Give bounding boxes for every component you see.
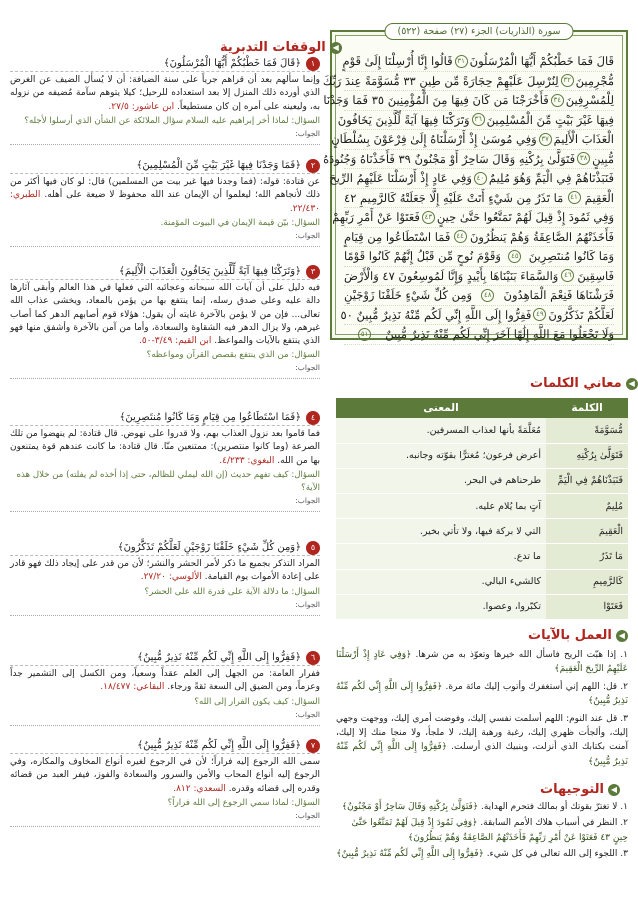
meaning-word: مُّسَوَّمَةً [546,418,628,443]
stop-header [10,410,320,426]
surah-header: سورة (الذاريات) الجزء (٢٧) صفحة (٥٢٢) [384,23,573,40]
stop-source: الطبري: ٢٢/٤٣٠. [10,190,320,214]
stop-verse: ﴿فَفِرُّوا إِلَى اللَّهِ إِنِّي لَكُم مِّنْهُ نَذِيرٌ مُّبِينٌ﴾ [137,652,301,663]
ayah-number-marker: ٣٢ [561,74,574,87]
meaning-definition: طرحناهم في البحر. [336,468,546,493]
verse-text-continued: قَالُوا إِنَّا أُرْسِلْنَا إِلَىٰ قَوْمٍ [342,54,453,69]
verse-text-continued: فَتَوَلَّىٰ بِرُكْنِهِ وَقَالَ سَاحِرٌ أَوْ مَجْنُونٌ ٣٩ فَأَخَذْنَاهُ وَجُنُودَهُ [323,151,576,166]
action-item [336,712,628,770]
stop-source: البقاعي: ١٨/٤٧٧. [100,682,165,693]
section-bullet-icon: ◀ [608,784,620,796]
stop-source: ابن القيم: ٣/٤٩-٥٠. [138,336,212,347]
meaning-definition: التي لا بركة فيها، ولا تأتي بخير. [336,519,546,544]
meaning-row [336,594,628,619]
verse-line [323,91,614,111]
verse-line [340,306,614,326]
meaning-definition: أعرض فرعون؛ مُغترًّا بقوّته وجانبه. [336,443,546,468]
actions-list [336,648,628,772]
answer-label: الجواب: [295,363,320,373]
stop-header [10,738,320,754]
stop-header [10,650,320,666]
stop-commentary [10,428,320,468]
stop-header [10,540,320,556]
meaning-definition: آتٍ بما يُلام عليه. [336,494,546,519]
meaning-row [336,519,628,544]
verse-text: فَنَبَذْنَاهُمْ فِي الْيَمِّ وَهُوَ مُلِيمٌ [488,171,614,186]
meaning-definition: كالشيء البالي. [336,569,546,594]
answer-input-line[interactable] [10,719,320,726]
stop-item [10,56,320,145]
actions-section-header [528,628,628,643]
stop-question: السؤال: لماذا سمي الرجوع إلى الله فراراً؟ [167,797,320,808]
stop-verse: ﴿فَمَا اسْتَطَاعُوا مِن قِيَامٍ وَمَا كَانُوا مُنتَصِرِينَ﴾ [119,412,301,423]
ayah-number-marker: ٣١ [455,55,468,68]
stop-header [10,264,320,280]
quran-page-frame [322,26,628,342]
verse-line [344,267,614,287]
action-verse: ﴿فَفِرُّوا إِلَى اللَّهِ إِنِّي لَكُم مِّنْهُ نَذِيرٌ مُّبِينٌ﴾ [336,742,628,767]
verse-text: فِيهَا غَيْرَ بَيْتٍ مِّنَ الْمُسْلِمِينَ [486,112,614,127]
ayah-number-marker: ٥١ [358,328,371,341]
ayah-number-marker: ٤١ [568,191,581,204]
directive-verse: ﴿وَفِي ثَمُودَ إِذْ قِيلَ لَهُمْ تَمَتَّعُوا حَتَّىٰ حِينٍ ٤٣ فَعَتَوْا عَنْ أَمْرِ رَبِّهِمْ فَأَخَذَتْهُمُ الصَّاعِقَةُ وَهُمْ يَنظُرُونَ﴾ [351,817,628,843]
ayah-number-marker: ٣٨ [577,152,590,165]
stop-question: السؤال: ما دلالة الآية على قدرة الله على الحشر؟ [144,586,320,597]
answer-input-line[interactable] [10,240,320,247]
verse-text-continued: مَا تَذَرُ مِن شَيْءٍ أَتَتْ عَلَيْهِ إِلَّا جَعَلَتْهُ كَالرَّمِيمِ ٤٢ [344,190,564,205]
directive-item [336,800,628,816]
meaning-word: الْعَقِيمَ [546,519,628,544]
answer-label: الجواب: [295,810,320,820]
verse-text: مُّجْرِمِينَ [575,73,614,88]
section-bullet-icon: ◀ [330,42,342,54]
stop-question: السؤال: من الذي ينتفع بقصص القرآن ومواعظه؟ [146,350,320,361]
stop-commentary [10,74,320,114]
stop-source: البغوي: ٤/٢٣٣. [219,455,275,466]
verse-line [322,72,614,92]
answer-input-line[interactable] [10,609,320,616]
verse-text: الْعَقِيمَ [584,190,614,205]
verse-text-continued: وَالسَّمَاءَ بَنَيْنَاهَا بِأَيْيدٍ وَإِنَّا لَمُوسِعُونَ ٤٧ وَالْأَرْضَ [344,268,559,283]
ayah-number-marker: ٤٨ [481,289,494,302]
section-bullet-icon: ◀ [626,378,638,390]
stop-item [10,158,320,247]
answer-input-line[interactable] [10,138,320,145]
answer-label: الجواب: [295,709,320,719]
ayah-number-marker: ٤٦ [561,269,574,282]
meaning-word: مَا تَذَرُ [546,544,628,569]
meaning-word: فَتَوَلَّىٰ بِرُكْنِهِ [546,443,628,468]
ayah-number-marker: ٤٥ [508,250,521,263]
verse-text: وَفِي ثَمُودَ إِذْ قِيلَ لَهُمْ تَمَتَّعُوا حَتَّىٰ حِينٍ [436,210,614,225]
stop-commentary [10,282,320,348]
verse-line [344,325,614,345]
stop-number-badge: ٤ [306,411,320,425]
stops-title: الوقفات التدبرية [220,40,326,55]
meaning-word: فَنَبَذْنَاهُمْ فِي الْيَمِّ [546,468,628,493]
stop-commentary-text: فما قاموا بعد نزول العذاب بهم، ولا قدروا على نهوض. قال قتادة: لم ينهضوا من تلك الصرعة (وما كانوا منتصرين): ممتنعين منّا. قال قتادة: ما كانت عندهم قوة يمتنعون بها من الله. [10,429,320,466]
quran-page-inner [322,26,623,342]
meanings-section-header [530,376,638,391]
ayah-number-marker: ٤٩ [533,308,546,321]
directive-text: ١. لا تغترّ بقوتك أو بمالك فتحرم الهداية. [481,802,628,812]
ayah-number-marker: ٤٣ [422,211,435,224]
stop-commentary [10,558,320,585]
stop-question: السؤال: كيف تفهم حديث (إن الله ليملي للظالم، حتى إذا أخذه لم يفلته) من خلال هذه الآية؟ [16,469,320,493]
verse-text: وَلَا تَجْعَلُوا مَعَ اللَّهِ إِلَٰهًا آخَرَ إِنِّي لَكُم مِّنْهُ نَذِيرٌ مُّبِينٌ [385,327,614,342]
verse-text-continued: وَتَرَكْنَا فِيهَا آيَةً لِّلَّذِينَ يَخَافُونَ [337,112,470,127]
ayah-number-marker: ٤٠ [474,172,487,185]
section-bullet-icon: ◀ [616,630,628,642]
stop-item [10,410,320,512]
stop-source: الألوسي: ٢٧/٢٠. [140,572,202,583]
directive-text: ٣. اللجوء إلى الله تعالى في كل شيء. [486,848,628,859]
stop-verse: ﴿وَتَرَكْنَا فِيهَا آيَةً لِّلَّذِينَ يَخَافُونَ الْعَذَابَ الْأَلِيمَ﴾ [119,266,301,277]
verse-text: لِلْمُسْرِفِينَ [565,93,614,108]
verse-line [344,247,614,267]
meaning-definition: مُعَلَّمَةً بأنها لعذاب المسرفين. [336,418,546,443]
action-verse: ﴿وَفِي عَادٍ إِذْ أَرْسَلْنَا عَلَيْهِمُ الرِّيحَ الْعَقِيمَ﴾ [336,650,628,675]
verse-text: لَعَلَّكُمْ تَذَكَّرُونَ [548,307,614,322]
stop-number-badge: ٣ [306,265,320,279]
verse-line [344,286,614,306]
word-meanings-table [336,398,628,620]
verse-text-continued: فَأَخْرَجْنَا مَن كَانَ فِيهَا مِنَ الْمُؤْمِنِينَ ٣٥ فَمَا وَجَدْنَا [323,93,549,108]
verse-text: فَاسِقِينَ [577,268,614,283]
directives-list [336,800,628,862]
directive-text: ٢. النظر في أسباب هلاك الأمم السابقة. [480,817,628,828]
action-item [336,680,628,709]
verse-line [344,189,614,209]
meaning-word: مُلِيمٌ [546,494,628,519]
stop-source: ابن عاشور: ٢٧/٥. [108,101,175,112]
directive-verse: ﴿فَتَوَلَّىٰ بِرُكْنِهِ وَقَالَ سَاحِرٌ أَوْ مَجْنُونٌ﴾ [341,802,479,812]
verse-text-continued: وَفِي مُوسَىٰ إِذْ أَرْسَلْنَاهُ إِلَىٰ فِرْعَوْنَ بِسُلْطَانٍ [331,132,537,147]
verse-text: قَالَ فَمَا خَطْبُكُمْ أَيُّهَا الْمُرْسَلُونَ [469,54,614,69]
stop-question: السؤال: لماذا أخر إبراهيم عليه السلام سؤال الملائكة عن الشأن الذي أرسلوا لأجله؟ [24,115,320,126]
col-header-word: الكلمة [546,398,628,418]
meaning-definition: تكبّروا، وعصوا. [336,594,546,619]
answer-label: الجواب: [295,128,320,138]
ayah-number-marker: ٣٤ [551,94,564,107]
meaning-row [336,468,628,493]
stop-header [10,158,320,174]
ayah-number-marker: ٣٦ [472,113,485,126]
stop-commentary [10,756,320,796]
meaning-word: كَالرَّمِيمِ [546,569,628,594]
action-text: ٣. قل عند النوم: اللهم أسلمت نفسي إليك، وفوضت أمري إليك، ووجهت وجهي إليك، وألجأت ظهري إليك، رغبة ورهبة إليك، لا ملجأ، ولا منجا منك إلا إليك، آمنت بكتابك الذي أنزلت، وبنبيك الذي أرسلت. [336,713,628,753]
verse-text-continued: وَقَوْمَ نُوحٍ مِّن قَبْلُ إِنَّهُمْ كَانُوا قَوْمًا [344,249,501,264]
stop-item [10,738,320,827]
verse-text: مُّبِينٍ [592,151,614,166]
stop-number-badge: ٢ [306,159,320,173]
stop-commentary-text: وإنما سألهم بعد أن قراهم جرياً على سنة الضيافة: أن لا يُسأل الضيف عن الغرض الذي أورده ذلك المنزل إلا بعد استعداده للرحيل؛ كيلا يتوهم سآمة مُضيفه من نزوله به، وليعينه على أمره إن كان مستطيعاً. [10,75,320,112]
verse-line [323,150,614,170]
directives-section-header [540,782,620,797]
stop-commentary [10,176,320,216]
stop-number-badge: ١ [306,57,320,71]
stop-number-badge: ٦ [306,651,320,665]
stop-item [10,264,320,379]
verse-line [344,228,614,248]
verse-line [329,169,614,189]
action-item [336,648,628,677]
directive-item [336,816,628,847]
meaning-definition: ما تدع. [336,544,546,569]
meaning-row [336,494,628,519]
verse-text: الْعَذَابَ الْأَلِيمَ [553,132,614,147]
verse-line [331,130,614,150]
verse-text: فَرَشْنَاهَا فَنِعْمَ الْمَاهِدُونَ [503,288,614,303]
verse-text-continued: فَمَا اسْتَطَاعُوا مِن قِيَامٍ [344,229,451,244]
stop-commentary [10,668,320,695]
stop-commentary-text: المراد التذكر بجميع ما ذكر لأمر الحشر والنشر؛ لأن من قدر على إيجاد ذلك فهو قادر على إعادة الأموات يوم القيامة. [10,559,320,583]
stop-item [10,540,320,616]
answer-input-line[interactable] [10,372,320,379]
actions-title: العمل بالآيات [528,628,612,643]
stop-commentary-text: عن قتادة: قوله: (فما وجدنا فيها غير بيت من المسلمين) قال: لو كان فيها أكثر من ذلك لأنجاهم الله؛ ليعلموا أن الإيمان عند الله محفوظ لا ضيعة على أهله. [10,177,320,201]
verse-text: وَمَا كَانُوا مُنتَصِرِينَ [528,249,614,264]
verses-block [322,52,614,342]
meaning-row [336,544,628,569]
meaning-row [336,569,628,594]
directive-item [336,847,628,863]
meaning-row [336,443,628,468]
stop-verse: ﴿وَمِن كُلِّ شَيْءٍ خَلَقْنَا زَوْجَيْنِ لَعَلَّكُمْ تَذَكَّرُونَ﴾ [117,542,301,553]
stop-commentary-text: سمى الله الرجوع إليه فراراً؛ لأن في الرجوع لغيره أنواع المخاوف والمكاره، وفي الرجوع إليه أنواع المحاب والأمن والسرور والسعادة والفوز، فيفر العبد من قضائه وقدره إلى قضائه وقدره. [10,757,320,794]
stop-source: السعدي: ٨١٢. [173,783,226,794]
verse-line [344,52,614,72]
verse-text-continued: لِنُرْسِلَ عَلَيْهِمْ حِجَارَةً مِّن طِينٍ ٣٣ مُّسَوَّمَةً عِندَ رَبِّكَ [322,73,559,88]
ayah-number-marker: ٤٤ [454,230,467,243]
stops-section-header [220,40,342,55]
stop-question: السؤال: بيّن قيمة الإيمان في البيوت المؤمنة. [160,217,320,228]
answer-input-line[interactable] [10,820,320,827]
stop-verse: ﴿فَفِرُّوا إِلَى اللَّهِ إِنِّي لَكُم مِّنْهُ نَذِيرٌ مُّبِينٌ﴾ [137,740,301,751]
directive-verse: ﴿فَفِرُّوا إِلَى اللَّهِ إِنِّي لَكُم مِّنْهُ نَذِيرٌ مُّبِينٌ﴾ [336,848,484,859]
directives-title: التوجيهات [540,782,604,797]
meaning-word: فَعَتَوْا [546,594,628,619]
answer-label: الجواب: [295,230,320,240]
action-text: ١. إذا هبّت الريح فاسأل الله خيرها وتعوّذ به من شرها. [415,650,628,660]
verse-text-continued: وَفِي عَادٍ إِذْ أَرْسَلْنَا عَلَيْهِمُ الرِّيحَ [329,171,472,186]
stop-item [10,650,320,726]
verse-text-continued: فَعَتَوْا عَنْ أَمْرِ رَبِّهِمْ [332,210,420,225]
meanings-title: معاني الكلمات [530,376,622,391]
verse-text: فَأَخَذَتْهُمُ الصَّاعِقَةُ وَهُمْ يَنظُرُونَ [469,229,614,244]
stop-number-badge: ٧ [306,739,320,753]
answer-label: الجواب: [295,599,320,609]
stop-verse: ﴿فَمَا وَجَدْنَا فِيهَا غَيْرَ بَيْتٍ مِّنَ الْمُسْلِمِينَ﴾ [136,160,301,171]
col-header-meaning: المعنى [336,398,546,418]
stop-number-badge: ٥ [306,541,320,555]
ayah-number-marker: ٣٧ [539,133,552,146]
meaning-row [336,418,628,443]
stop-question: السؤال: كيف يكون الفرار إلى الله؟ [194,696,320,707]
action-verse: ﴿فَفِرُّوا إِلَى اللَّهِ إِنِّي لَكُم مِّنْهُ نَذِيرٌ مُّبِينٌ﴾ [336,681,628,707]
answer-label: الجواب: [295,495,320,505]
stop-commentary-text: فيه دليل على أن آيات الله سبحانه وعجائبه التي فعلها في هذا العالم وأبقى آثارها دالة عليه وعلى صدق رسله، إنما ينتفع بها من يؤمن بالمعاد، ويخشى عذاب الله تعالى... فإن من لا يؤمن بالآخرة غايته أن يقول: هؤلاء قوم أصابهم الدهر كما أصاب غيرهم، ولا يزال الدهر فيه الشقاوة والسعادة، وأما من آمن بالآخرة وأشفق منها فهو الذي ينتفع بالآيات والمواعظ. [10,283,320,347]
verse-line [337,111,614,131]
verse-text-continued: فَفِرُّوا إِلَى اللَّهِ إِنِّي لَكُم مِّنْهُ نَذِيرٌ مُّبِينٌ ٥٠ [340,307,532,322]
stop-header [10,56,320,72]
stop-commentary-text: ففرار العامة: من الجهل إلى العلم عقداً وسعياً، ومن الكسل إلى التشمير جداً وعزماً، ومن الضيق إلى السعة ثقةً ورجاء. [10,669,320,693]
action-text: ٢. قل: اللهم إني أستغفرك وأتوب إليك مائة مرة. [445,681,628,692]
verse-text-continued: وَمِن كُلِّ شَيْءٍ خَلَقْنَا زَوْجَيْنِ [344,288,473,303]
stop-verse: ﴿قَالَ فَمَا خَطْبُكُمْ أَيُّهَا الْمُرْسَلُونَ﴾ [163,58,301,69]
verse-line [332,208,614,228]
answer-input-line[interactable] [10,505,320,512]
